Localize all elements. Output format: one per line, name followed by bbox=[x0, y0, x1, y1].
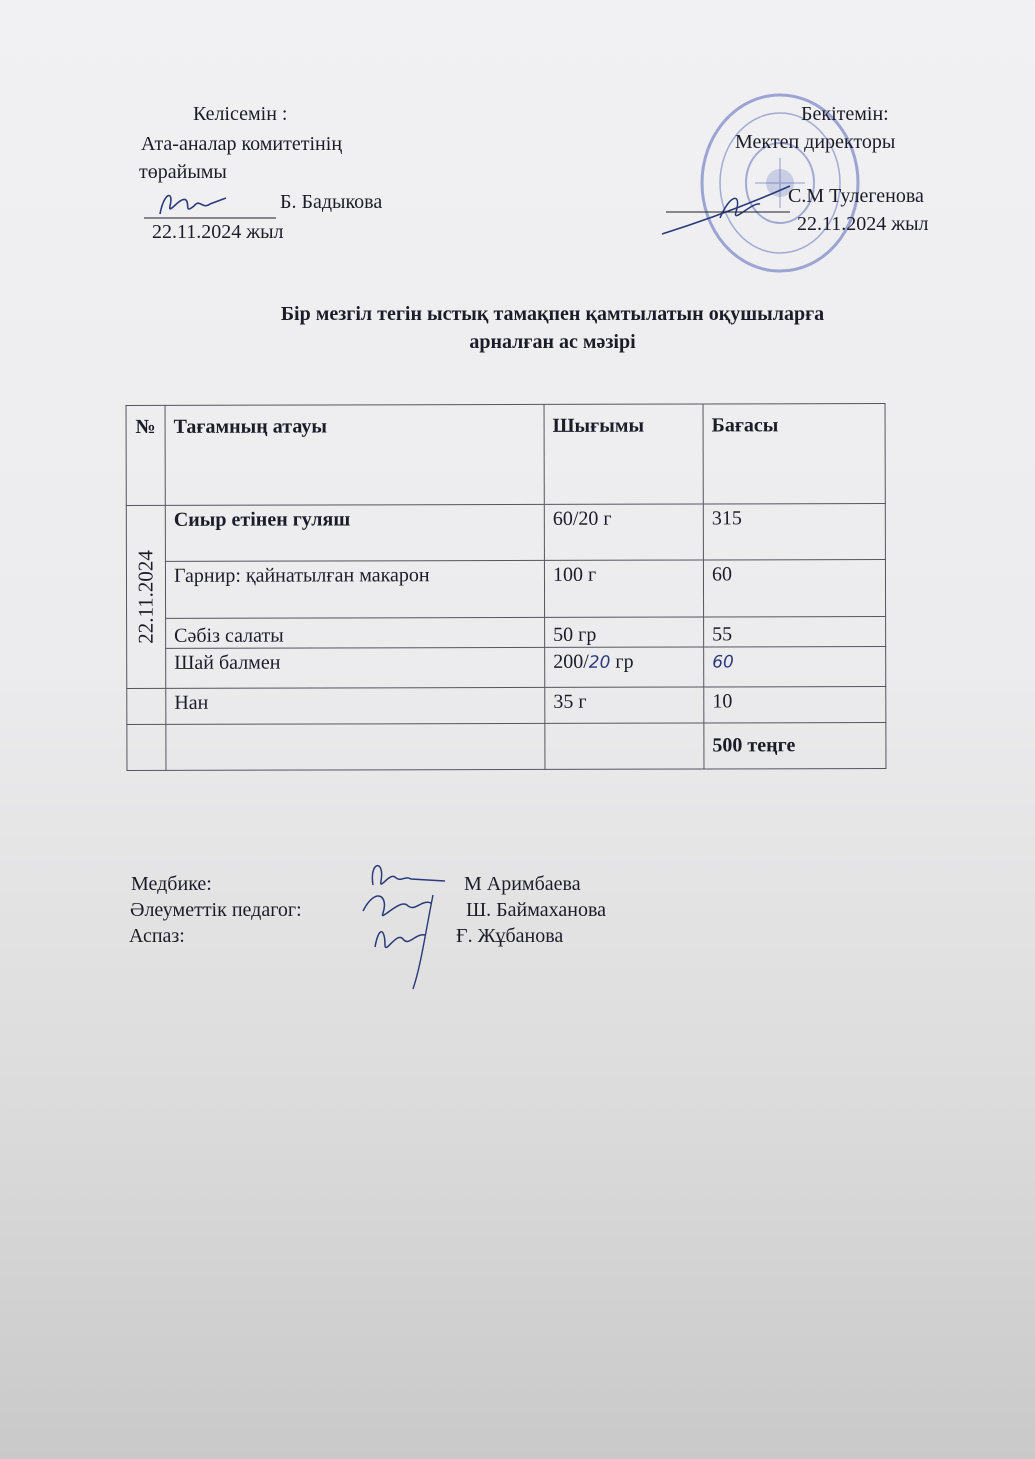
dish-price: 60 bbox=[703, 560, 885, 617]
staff-signatures bbox=[355, 855, 455, 995]
dish-output: 60/20 г bbox=[544, 504, 703, 560]
agree-title: Келісемін : bbox=[193, 103, 288, 125]
empty-cell bbox=[127, 724, 166, 770]
empty-cell bbox=[127, 688, 166, 724]
dish-price: 315 bbox=[703, 504, 885, 560]
dish-price: 55 bbox=[704, 617, 886, 647]
dish-output-cell bbox=[545, 647, 704, 687]
header-price: Бағасы bbox=[703, 404, 885, 504]
dish-output: 35 г bbox=[545, 687, 704, 723]
approve-date: 22.11.2024 жыл bbox=[797, 213, 929, 235]
date-cell bbox=[126, 505, 165, 688]
staff-name: М Аримбаева bbox=[464, 873, 581, 895]
committee-chair-line: төрайымы bbox=[139, 161, 227, 183]
chair-name: Б. Бадыкова bbox=[280, 191, 383, 213]
menu-date: 22.11.2024 bbox=[133, 550, 158, 644]
table-header-row bbox=[126, 404, 885, 506]
doc-title-line2: арналған ас мәзірі bbox=[469, 331, 636, 353]
staff-name: Ш. Баймаханова bbox=[466, 899, 607, 921]
handwritten-output-correction: 20 bbox=[588, 652, 611, 673]
header-dish-name: Тағамның атауы bbox=[165, 404, 544, 505]
empty-cell bbox=[166, 723, 545, 770]
dish-name: Шай балмен bbox=[166, 647, 545, 688]
table-row bbox=[126, 504, 885, 562]
dish-name: Гарнир: қайнатылған макарон bbox=[165, 560, 544, 618]
director-line: Мектеп директоры bbox=[735, 131, 896, 153]
dish-name: Нан bbox=[166, 687, 545, 724]
empty-cell bbox=[545, 723, 704, 769]
header-no: № bbox=[126, 405, 165, 505]
approve-title: Бекітемін: bbox=[801, 103, 889, 125]
staff-role: Аспаз: bbox=[129, 925, 185, 947]
total-row bbox=[127, 723, 886, 771]
table-row bbox=[127, 617, 886, 649]
total-price: 500 теңге bbox=[704, 723, 886, 769]
chair-signature bbox=[140, 186, 280, 222]
dish-output: 50 гр bbox=[545, 617, 704, 647]
staff-name: Ғ. Жұбанова bbox=[456, 925, 564, 947]
staff-role: Медбике: bbox=[131, 873, 212, 895]
handwritten-price: 60 bbox=[712, 652, 734, 673]
director-signature bbox=[660, 178, 800, 238]
table-row bbox=[127, 687, 886, 725]
header-output: Шығымы bbox=[544, 404, 703, 504]
agree-date: 22.11.2024 жыл bbox=[152, 221, 284, 243]
menu-table bbox=[126, 403, 887, 771]
staff-role: Әлеуметтік педагог: bbox=[130, 899, 302, 921]
table-row bbox=[126, 560, 885, 619]
doc-title-line1: Бір мезгіл тегін ыстық тамақпен қамтылатын оқушыларға bbox=[280, 303, 825, 325]
dish-output-unit: гр bbox=[610, 650, 634, 673]
dish-price-cell bbox=[704, 647, 886, 687]
dish-price: 10 bbox=[704, 687, 886, 723]
dish-output: 200/ bbox=[553, 650, 589, 673]
committee-line: Ата-аналар комитетінің bbox=[141, 133, 343, 155]
dish-output: 100 г bbox=[544, 560, 703, 617]
dish-name: Сәбіз салаты bbox=[166, 617, 545, 648]
table-row bbox=[127, 647, 886, 689]
dish-name: Сиыр етінен гуляш bbox=[165, 504, 544, 561]
director-name: С.М Тулегенова bbox=[788, 185, 924, 207]
